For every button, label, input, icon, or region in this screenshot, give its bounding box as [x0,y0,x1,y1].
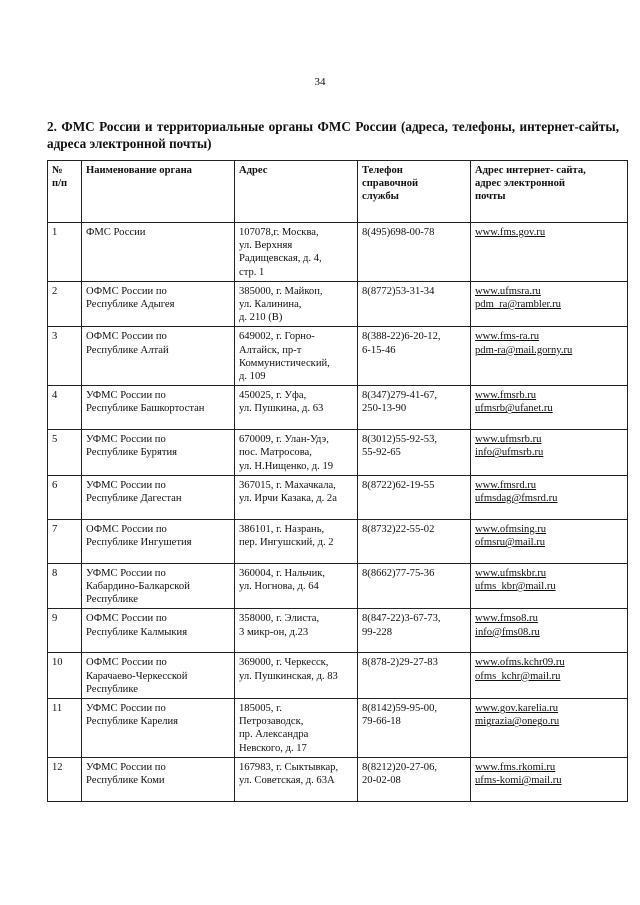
contact-link[interactable]: ofmsru@mail.ru [475,537,546,549]
cell-links [471,653,628,699]
contact-link[interactable]: info@ufmsrb.ru [475,447,544,459]
cell-num: 3 [48,327,82,386]
cell-line: ФМС России [86,227,146,238]
cell-line: ул. Калинина, [239,299,302,311]
cell-address [235,475,358,519]
contact-link[interactable]: www.fmso8.ru [475,613,538,625]
cell-line: стр. 1 [239,266,265,278]
section-heading: 2. ФМС России и территориальные органы ФМС России (адреса, телефоны, интернет-сайты, адреса электронной почты) [47,119,619,151]
cell-name [82,223,235,282]
organizations-table [47,160,628,802]
cell-line: Республике [86,594,138,606]
cell-line: ул. Советская, д. 63А [239,775,335,787]
contact-link[interactable]: www.fms.gov.ru [475,227,546,238]
cell-num: 7 [48,519,82,563]
cell-line: Республике [86,683,138,695]
cell-line: 8(847-22)3-67-73, [362,613,441,625]
cell-links [471,757,628,801]
contact-link[interactable]: ufmsdag@fmsrd.ru [475,493,558,505]
contact-link[interactable]: migrazia@onego.ru [475,716,560,728]
cell-line: 167983, г. Сыктывкар, [239,761,339,773]
cell-line: Карачаево-Черкесской [86,670,188,682]
table-row [48,609,628,653]
cell-phone [358,475,471,519]
table-row [48,327,628,386]
contact-link[interactable]: pdm-ra@mail.gorny.ru [475,344,573,356]
contact-link[interactable]: ufmsrb@ufanet.ru [475,403,553,415]
cell-line: Коммунистический, [239,357,330,369]
cell-line: Республике Адыгея [86,299,175,311]
header-phone: Телефон справочной службы [358,161,471,223]
cell-phone [358,281,471,327]
cell-line: 8(8732)22-55-02 [362,523,435,535]
cell-phone [358,609,471,653]
cell-links [471,327,628,386]
cell-line: 8(3012)55-92-53, [362,434,438,446]
cell-name [82,386,235,430]
cell-line: 360004, г. Нальчик, [239,567,326,579]
cell-links [471,699,628,758]
cell-phone [358,327,471,386]
contact-link[interactable]: www.gov.karelia.ru [475,703,559,715]
cell-num: 10 [48,653,82,699]
cell-line: УФМС России по [86,761,166,773]
cell-line: ул. Верхняя [239,240,293,252]
cell-phone [358,757,471,801]
contact-link[interactable]: info@fms08.ru [475,626,540,638]
cell-address [235,223,358,282]
table-header-row [48,161,628,223]
cell-name [82,563,235,609]
cell-line: 450025, г. Уфа, [239,390,307,402]
table-row [48,386,628,430]
cell-num: 6 [48,475,82,519]
contact-link[interactable]: www.ufmsra.ru [475,285,541,297]
table-row [48,653,628,699]
cell-line: пр. Александра [239,729,309,741]
header-name: Наименование органа [82,161,235,223]
cell-line: Республике Калмыкия [86,626,188,638]
cell-line: 55-92-65 [362,447,401,459]
cell-line: УФМС России по [86,703,166,715]
cell-line: Радищевская, д. 4, [239,253,322,265]
cell-address [235,430,358,476]
cell-line: 8(388-22)6-20-12, [362,331,441,343]
cell-line: 8(347)279-41-67, [362,390,438,402]
cell-num: 12 [48,757,82,801]
cell-line: 8(495)698-00-78 [362,227,435,238]
cell-address [235,386,358,430]
cell-line: пос. Матросова, [239,447,312,459]
cell-line: 649002, г. Горно- [239,331,315,343]
cell-line: Республике Алтай [86,344,169,356]
contact-link[interactable]: www.ufmsrb.ru [475,434,542,446]
table-row [48,563,628,609]
cell-line: ул. Ногнова, д. 64 [239,581,319,593]
cell-links [471,475,628,519]
cell-num: 9 [48,609,82,653]
cell-line: ОФМС России по [86,523,167,535]
cell-name [82,475,235,519]
cell-links [471,563,628,609]
contact-link[interactable]: www.ofms.kchr09.ru [475,657,565,669]
cell-name [82,653,235,699]
cell-line: 79-66-18 [362,716,401,728]
cell-line: Невского, д. 17 [239,742,307,754]
header-address: Адрес [235,161,358,223]
cell-address [235,653,358,699]
cell-line: ОФМС России по [86,331,167,343]
cell-address [235,327,358,386]
contact-link[interactable]: ufms-komi@mail.ru [475,775,562,787]
cell-line: Петрозаводск, [239,716,304,728]
cell-num: 2 [48,281,82,327]
cell-line: ул. Н.Нищенко, д. 19 [239,460,334,472]
cell-line: 8(8662)77-75-36 [362,567,435,579]
contact-link[interactable]: www.fmsrd.ru [475,479,537,491]
cell-address [235,609,358,653]
cell-line: ОФМС России по [86,657,167,669]
cell-line: 3 микр-он, д.23 [239,626,309,638]
cell-line: Республике Дагестан [86,493,182,505]
cell-address [235,563,358,609]
cell-line: 8(878-2)29-27-83 [362,657,438,669]
cell-line: 107078,г. Москва, [239,227,319,238]
cell-line: д. 210 (В) [239,312,283,324]
cell-name [82,699,235,758]
cell-links [471,386,628,430]
cell-line: д. 109 [239,371,266,383]
cell-line: 99-228 [362,626,393,638]
table-row [48,475,628,519]
cell-line: Республике Бурятия [86,447,178,459]
cell-line: УФМС России по [86,434,166,446]
contact-link[interactable]: ofms_kchr@mail.ru [475,670,561,682]
cell-name [82,281,235,327]
cell-num: 1 [48,223,82,282]
cell-line: 8(8722)62-19-55 [362,479,435,491]
cell-line: 8(8772)53-31-34 [362,285,435,297]
contact-link[interactable]: www.fms.rkomi.ru [475,761,556,773]
cell-line: 8(8212)20-27-06, [362,761,438,773]
cell-line: ОФМС России по [86,613,167,625]
table-row [48,430,628,476]
cell-line: Алтайск, пр-т [239,344,302,356]
cell-line: Кабардино-Балкарской [86,581,190,593]
cell-line: Республике Ингушетия [86,537,192,549]
cell-line: 670009, г. Улан-Удэ, [239,434,329,446]
contact-link[interactable]: www.ofmsing.ru [475,523,547,535]
contact-link[interactable]: www.ufmskbr.ru [475,567,547,579]
cell-num: 8 [48,563,82,609]
cell-line: 386101, г. Назрань, [239,523,325,535]
cell-line: 385000, г. Майкоп, [239,285,323,297]
table-row [48,757,628,801]
table-row [48,699,628,758]
cell-phone [358,563,471,609]
cell-phone [358,653,471,699]
cell-num: 4 [48,386,82,430]
cell-line: 367015, г. Махачкала, [239,479,336,491]
contact-link[interactable]: pdm_ra@rambler.ru [475,299,561,311]
cell-line: 358000, г. Элиста, [239,613,320,625]
cell-links [471,609,628,653]
cell-line: 250-13-90 [362,403,407,415]
cell-address [235,519,358,563]
cell-num: 11 [48,699,82,758]
cell-name [82,609,235,653]
cell-line: Республике Карелия [86,716,179,728]
cell-address [235,699,358,758]
cell-links [471,223,628,282]
page-number: 34 [314,76,326,88]
header-web: Адрес интернет- сайта, адрес электронной почты [471,161,628,223]
cell-line: Республике Башкортостан [86,403,205,415]
cell-line: пер. Ингушский, д. 2 [239,537,334,549]
cell-line: ОФМС России по [86,285,167,297]
cell-line: 20-02-08 [362,775,401,787]
cell-line: 369000, г. Черкесск, [239,657,329,669]
table-row [48,223,628,282]
cell-address [235,757,358,801]
cell-line: УФМС России по [86,479,166,491]
cell-links [471,430,628,476]
cell-name [82,327,235,386]
contact-link[interactable]: www.fms-ra.ru [475,331,540,343]
cell-num: 5 [48,430,82,476]
cell-line: 185005, г. [239,703,282,715]
header-num: № п/п [48,161,82,223]
cell-name [82,430,235,476]
cell-line: 6-15-46 [362,344,396,356]
cell-phone [358,386,471,430]
cell-name [82,519,235,563]
cell-line: 8(8142)59-95-00, [362,703,438,715]
cell-address [235,281,358,327]
cell-phone [358,223,471,282]
cell-links [471,281,628,327]
cell-line: УФМС России по [86,390,166,402]
cell-line: ул. Пушкина, д. 63 [239,403,324,415]
table-row [48,281,628,327]
cell-phone [358,519,471,563]
cell-phone [358,430,471,476]
cell-links [471,519,628,563]
contact-link[interactable]: www.fmsrb.ru [475,390,537,402]
cell-phone [358,699,471,758]
cell-line: ул. Ирчи Казака, д. 2а [239,493,337,505]
contact-link[interactable]: ufms_kbr@mail.ru [475,581,556,593]
table-row [48,519,628,563]
cell-line: УФМС России по [86,567,166,579]
cell-line: ул. Пушкинская, д. 83 [239,670,338,682]
cell-name [82,757,235,801]
cell-line: Республике Коми [86,775,165,787]
